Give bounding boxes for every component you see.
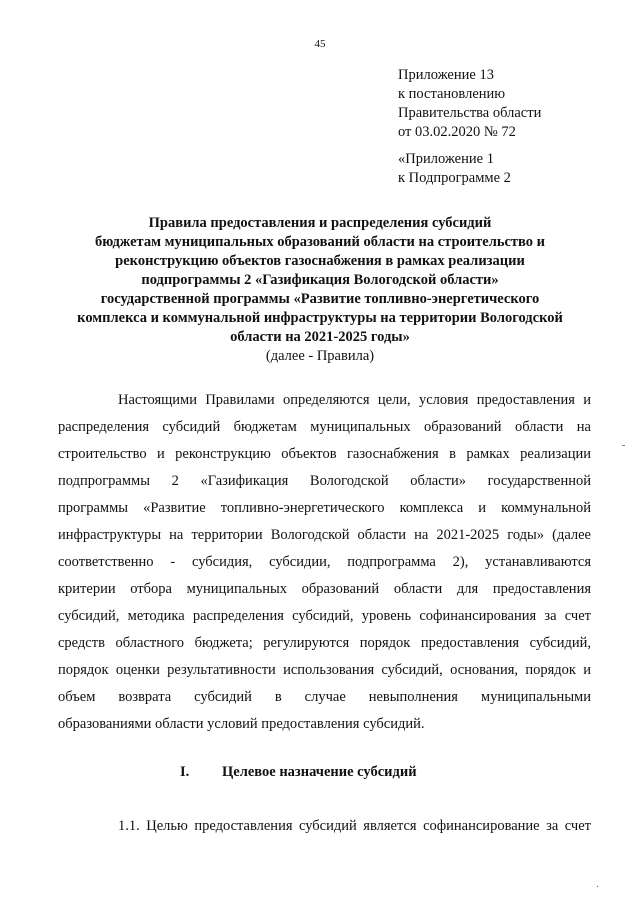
title-line: реконструкцию объектов газоснабжения в рамках реализации (115, 253, 525, 269)
paragraph-line: образованиями области условий предоставления субсидий. (58, 716, 425, 732)
title-line: государственной программы «Развитие топливно-энергетического (100, 291, 540, 307)
scan-mark: - (622, 440, 626, 451)
appendix-subheader (398, 150, 598, 188)
title-line: области на 2021-2025 годы» (230, 329, 410, 345)
paragraph-line: порядок оценки результативности использования субсидий, основания, порядок и (58, 662, 591, 678)
appendix-header-line: к постановлению (398, 86, 506, 102)
paragraph-line: объем возврата субсидий в случае невыполнения муниципальными (58, 689, 591, 705)
appendix-header-line: от 03.02.2020 № 72 (398, 124, 516, 140)
paragraph-line: инфраструктуры на территории Вологодской области на 2021-2025 годы» (далее (58, 527, 591, 543)
paragraph-1-1: 1.1. Целью предоставления субсидий является софинансирование за счет (118, 818, 591, 834)
paragraph-line: критерии отбора муниципальных образований области для предоставления (58, 581, 591, 597)
title-note: (далее - Правила) (265, 348, 375, 364)
paragraph-line: соответственно - субсидия, субсидии, подпрограмма 2), устанавливаются (58, 554, 591, 570)
document-title (40, 214, 600, 366)
paragraph-line: строительство и реконструкцию объектов газоснабжения в рамках реализации (58, 446, 591, 462)
scan-mark: · (596, 882, 600, 893)
paragraph-line: программы «Развитие топливно-энергетического комплекса и коммунальной (58, 500, 591, 516)
appendix-sub-line: «Приложение 1 (398, 151, 494, 167)
paragraph-line: распределения субсидий бюджетам муниципальных образований области на (58, 419, 591, 435)
title-line: бюджетам муниципальных образований области на строительство и (94, 234, 546, 250)
paragraph-line: средств областного бюджета; регулируются порядок предоставления субсидий, (58, 635, 591, 651)
appendix-header-line: Приложение 13 (398, 67, 494, 83)
section-title: Целевое назначение субсидий (222, 764, 417, 780)
appendix-header (398, 66, 598, 142)
title-line: комплекса и коммунальной инфраструктуры на территории Вологодской (77, 310, 563, 326)
title-line: Правила предоставления и распределения субсидий (148, 215, 492, 231)
appendix-header-line: Правительства области (398, 105, 542, 121)
section-number: I. (180, 764, 190, 780)
paragraph-line: субсидий, методика распределения субсидий, уровень софинансирования за счет (58, 608, 591, 624)
title-line: подпрограммы 2 «Газификация Вологодской области» (141, 272, 499, 288)
paragraph-line: Настоящими Правилами определяются цели, условия предоставления и (118, 392, 591, 408)
appendix-sub-line: к Подпрограмме 2 (398, 170, 511, 186)
paragraph-line: подпрограммы 2 «Газификация Вологодской области» государственной (58, 473, 591, 489)
page-number: 45 (314, 38, 326, 50)
